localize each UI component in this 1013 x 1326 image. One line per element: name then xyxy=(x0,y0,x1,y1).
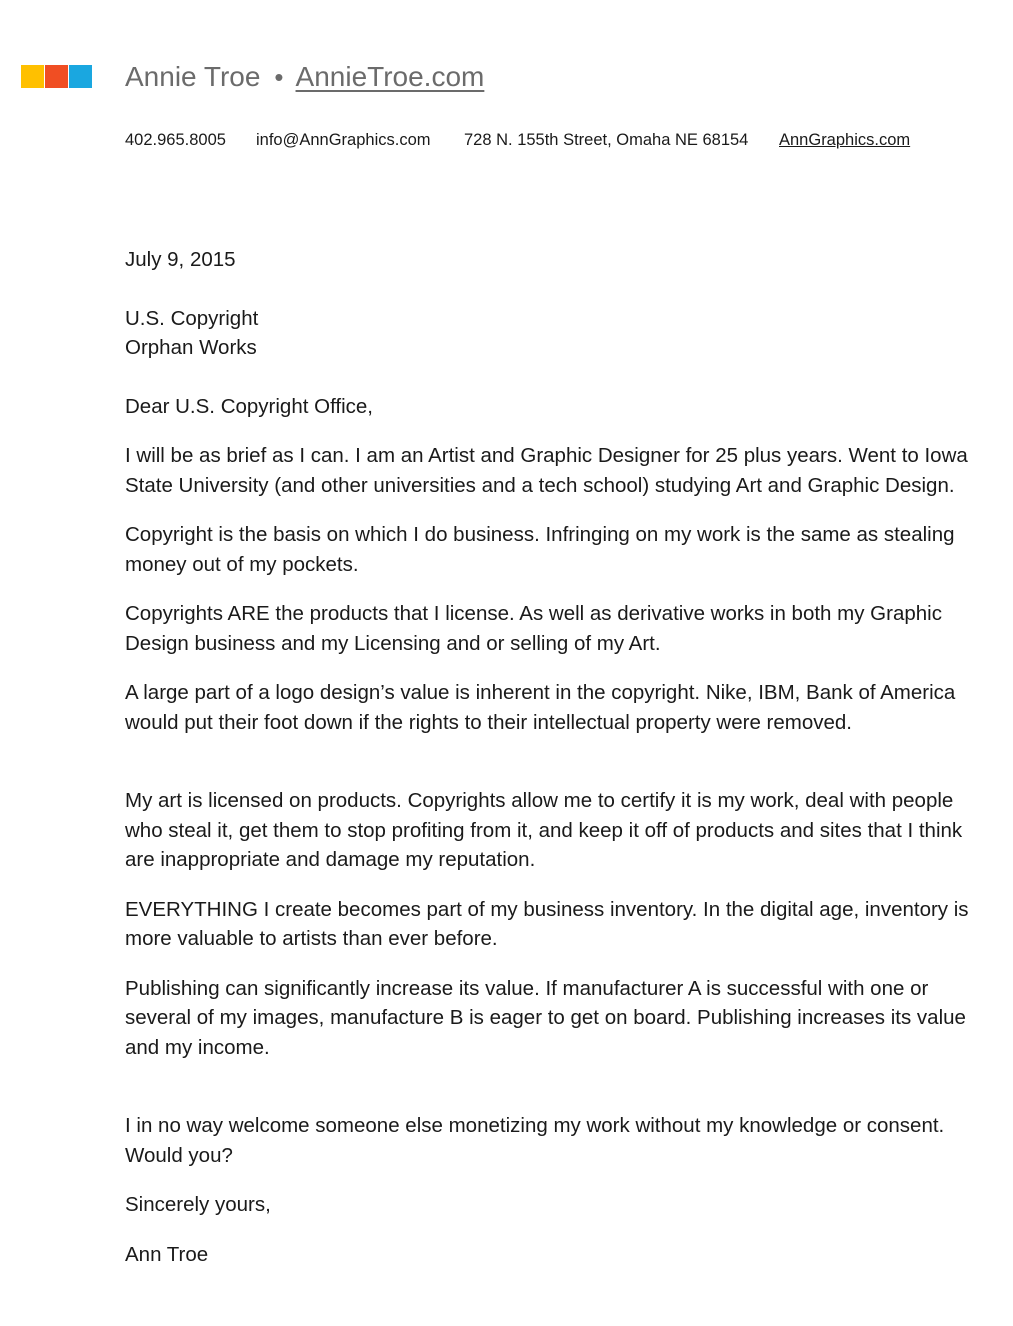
contact-website-link[interactable]: AnnGraphics.com xyxy=(779,131,911,149)
recipient-line-1: U.S. Copyright xyxy=(125,306,259,330)
letterhead-website-link[interactable]: AnnieTroe.com xyxy=(295,61,485,92)
logo-square-orange xyxy=(45,65,68,88)
letter-signature: Ann Troe xyxy=(125,1242,209,1266)
letter-closing: Sincerely yours, xyxy=(125,1193,271,1216)
letter-paragraph: Publishing can significantly increase its value. If manufacturer A is successful with one or several of my images, manufacture B is eager to get on board. Publishing increases its value and my income. xyxy=(125,976,966,1059)
letterhead-name: Annie Troe xyxy=(125,61,261,92)
letter-paragraph: A large part of a logo design’s value is inherent in the copyright. Nike, IBM, Bank of America would put their foot down if the rights to their intellectual property were removed. xyxy=(125,681,956,734)
letterhead-title xyxy=(125,58,484,96)
letter-paragraph: Copyright is the basis on which I do business. Infringing on my work is the same as stealing money out of my pockets. xyxy=(125,523,955,576)
contact-email[interactable]: info@AnnGraphics.com xyxy=(256,131,431,149)
letter-paragraph: Copyrights ARE the products that I license. As well as derivative works in both my Graphic Design business and my Licensing and or selling of my Art. xyxy=(125,602,942,655)
contact-phone: 402.965.8005 xyxy=(125,131,226,149)
letter-paragraph: EVERYTHING I create becomes part of my business inventory. In the digital age, inventory is more valuable to artists than ever before. xyxy=(125,897,969,950)
contact-address: 728 N. 155th Street, Omaha NE 68154 xyxy=(464,131,749,149)
letter-body xyxy=(125,245,985,1269)
logo-squares xyxy=(21,65,92,88)
letter-paragraph: My art is licensed on products. Copyrights allow me to certify it is my work, deal with people who steal it, get them to stop profiting from it, and keep it off of products and sites that I think are inappropriate and damage my reputation. xyxy=(125,789,963,871)
letter-recipient xyxy=(125,304,985,363)
letterhead-separator: • xyxy=(274,62,284,92)
logo-square-yellow xyxy=(21,65,44,88)
letter-date: July 9, 2015 xyxy=(125,248,236,271)
logo-square-blue xyxy=(69,65,92,88)
letter-paragraph: I will be as brief as I can. I am an Artist and Graphic Designer for 25 plus years. Went to Iowa State University (and other universities and a tech school) studying Art and Graphic Design. xyxy=(125,444,968,497)
recipient-line-2: Orphan Works xyxy=(125,336,257,359)
letter-salutation: Dear U.S. Copyright Office, xyxy=(125,394,373,418)
letter-paragraph: I in no way welcome someone else monetizing my work without my knowledge or consent. Would you? xyxy=(125,1114,945,1167)
